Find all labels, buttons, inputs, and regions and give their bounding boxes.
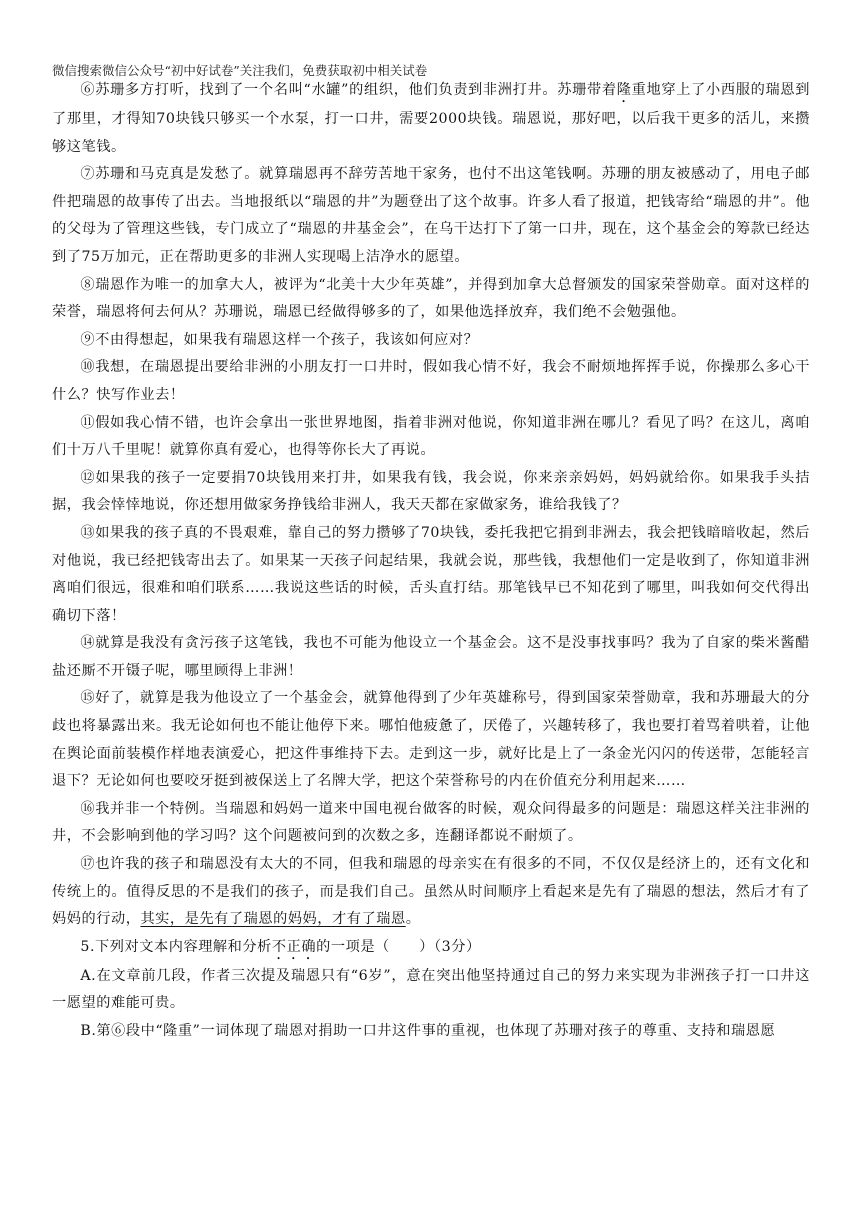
text-run: ⑦苏珊和马克真是发愁了。就算瑞恩再不辞劳苦地干家务，也付不出这笔钱啊。苏珊的朋友被感动了，用电子邮件把瑞恩的故事传了出去。当地报纸以“瑞恩的井”为题登出了这个故事。许多人看了报道，把钱寄给“瑞恩的井”。他的父母为了管理这些钱，专门成立了“瑞恩的井基金会”，在乌干达打下了第一口井，现在，这个基金会的筹款已经达到了75万加元，正在帮助更多的非洲人实现喝上洁净水的愿望。 (52, 166, 810, 265)
paragraph-p16 (52, 796, 810, 851)
paragraph-p10 (52, 354, 810, 409)
text-run: ⑧瑞恩作为唯一的加拿大人，被评为“北美十大少年英雄”，并得到加拿大总督颁发的国家荣誉勋章。面对这样的荣誉，瑞恩将何去何从？苏珊说，瑞恩已经做得够多的了，如果他选择放弃，我们绝不会勉强他。 (52, 276, 810, 321)
text-run: 5.下列对文本内容理解和分析 (80, 938, 272, 955)
paragraph-p11 (52, 410, 810, 465)
option-0: A.在文章前几段，作者三次提及瑞恩只有“6岁”，意在突出他坚持通过自己的努力来实现为非洲孩子打一口井这一愿望的难能可贵。 (52, 967, 810, 1012)
text-run: ⑭就算是我没有贪污孩子这笔钱，我也不可能为他设立一个基金会。这不是没事找事吗？我为了自家的柴米酱醋盐还厮不开镊子呢，哪里顾得上非洲！ (52, 635, 810, 679)
answer-options (52, 963, 810, 1046)
text-run: ⑮好了，就算是我为他设立了一个基金会，就算他得到了少年英雄称号，得到国家荣誉勋章，我和苏珊最大的分歧也将暴露出来。我无论如何也不能让他停下来。哪怕他疲惫了，厌倦了，兴趣转移了，我也要打着骂着哄着，让他在舆论面前装模作样地表演爱心，把这件事维持下去。走到这一步，就好比是上了一条金光闪闪的传送带，怎能轻言退下？无论如何也要咬牙挺到被保送上了名牌大学，把这个荣誉称号的内在价值充分利用起来…… (52, 690, 810, 790)
passage-paragraphs (52, 77, 810, 934)
option-1: B.第⑥段中“隆重”一词体现了瑞恩对捐助一口井这件事的重视，也体现了苏珊对孩子的尊重、支持和瑞恩愿 (80, 1023, 776, 1039)
question-5 (52, 934, 810, 963)
text-run: ⑯我并非一个特例。当瑞恩和妈妈一道来中国电视台做客的时候，观众问得最多的问题是：瑞恩这样关注非洲的井，不会影响到他的学习吗？这个问题被问到的次数之多，连翻译都说不耐烦了。 (52, 800, 810, 845)
text-run: 。 (405, 911, 421, 928)
paragraph-p7 (52, 161, 810, 271)
paragraph-p15 (52, 685, 810, 795)
text-run: ⑫如果我的孩子一定要捐70块钱用来打井，如果我有钱，我会说，你来亲亲妈妈，妈妈就给你。如果我手头拮据，我会悻悻地说，你还想用做家务挣钱给非洲人，我天天都在家做家务，谁给我钱了？ (52, 469, 810, 514)
paragraph-p9 (52, 327, 810, 355)
text-run: ⑪假如我心情不错，也许会拿出一张世界地图，指着非洲对他说，你知道非洲在哪儿？看见了吗？在这儿，离咱们十万八千里呢！就算你真有爱心，也得等你长大了再说。 (52, 414, 810, 459)
paragraph-p13 (52, 520, 810, 630)
reading-passage (52, 77, 810, 1046)
wechat-promo-note: 微信搜索微信公众号“初中好试卷”关注我们，免费获取初中相关试卷 (52, 63, 428, 78)
paragraph-p12 (52, 465, 810, 520)
paragraph-p8 (52, 272, 810, 327)
underlined-sentence: 其实，是先有了瑞恩的妈妈，才有了瑞恩 (140, 911, 406, 928)
text-run: ⑥苏珊多方打听，找到了一个名叫“水罐”的组织，他们负责到非洲打井。苏珊带着 (80, 82, 617, 98)
paragraph-p6 (52, 77, 810, 161)
text-run: ⑰也许我的孩子和瑞恩没有太大的不同，但我和瑞恩的母亲实在有很多的不同，不仅仅是经济上的，还有文化和传统上的。值得反思的不是我们的孩子，而是我们自己。虽然从时间顺序上看起来是先有了瑞恩的想法，然后才有了妈妈的行动， (52, 856, 810, 928)
text-run: 的一项是（ ）（3分） (316, 938, 481, 955)
paragraph-p14 (52, 630, 810, 685)
text-run: ⑨不由得想起，如果我有瑞恩这样一个孩子，我该如何应对？ (80, 331, 479, 348)
emphasis-dot-text: 隆 (616, 82, 632, 98)
text-run: 重地穿上了小西服的瑞恩到了那里，才得知70块钱只够买一个水泵，打一口井，需要2000块钱。瑞恩说，那好吧，以后我干更多的活儿，来攒够这笔钱。 (52, 82, 810, 155)
text-run: ⑩我想，在瑞恩提出要给非洲的小朋友打一口井时，假如我心情不好，我会不耐烦地挥挥手说，你操那么多心干什么？快写作业去！ (52, 359, 810, 403)
emphasis-dot-text: 不正确 (271, 938, 317, 955)
text-run: ⑬如果我的孩子真的不畏艰难，靠自己的努力攒够了70块钱，委托我把它捐到非洲去，我会把钱暗暗收起，然后对他说，我已经把钱寄出去了。如果某一天孩子问起结果，我就会说，那些钱，我想他们一定是收到了，你知道非洲离咱们很远，很难和咱们联系……我说这些话的时候，舌头直打结。那笔钱早已不知花到了哪里，叫我如何交代得出确切下落！ (52, 524, 810, 624)
paragraph-p17 (52, 851, 810, 934)
